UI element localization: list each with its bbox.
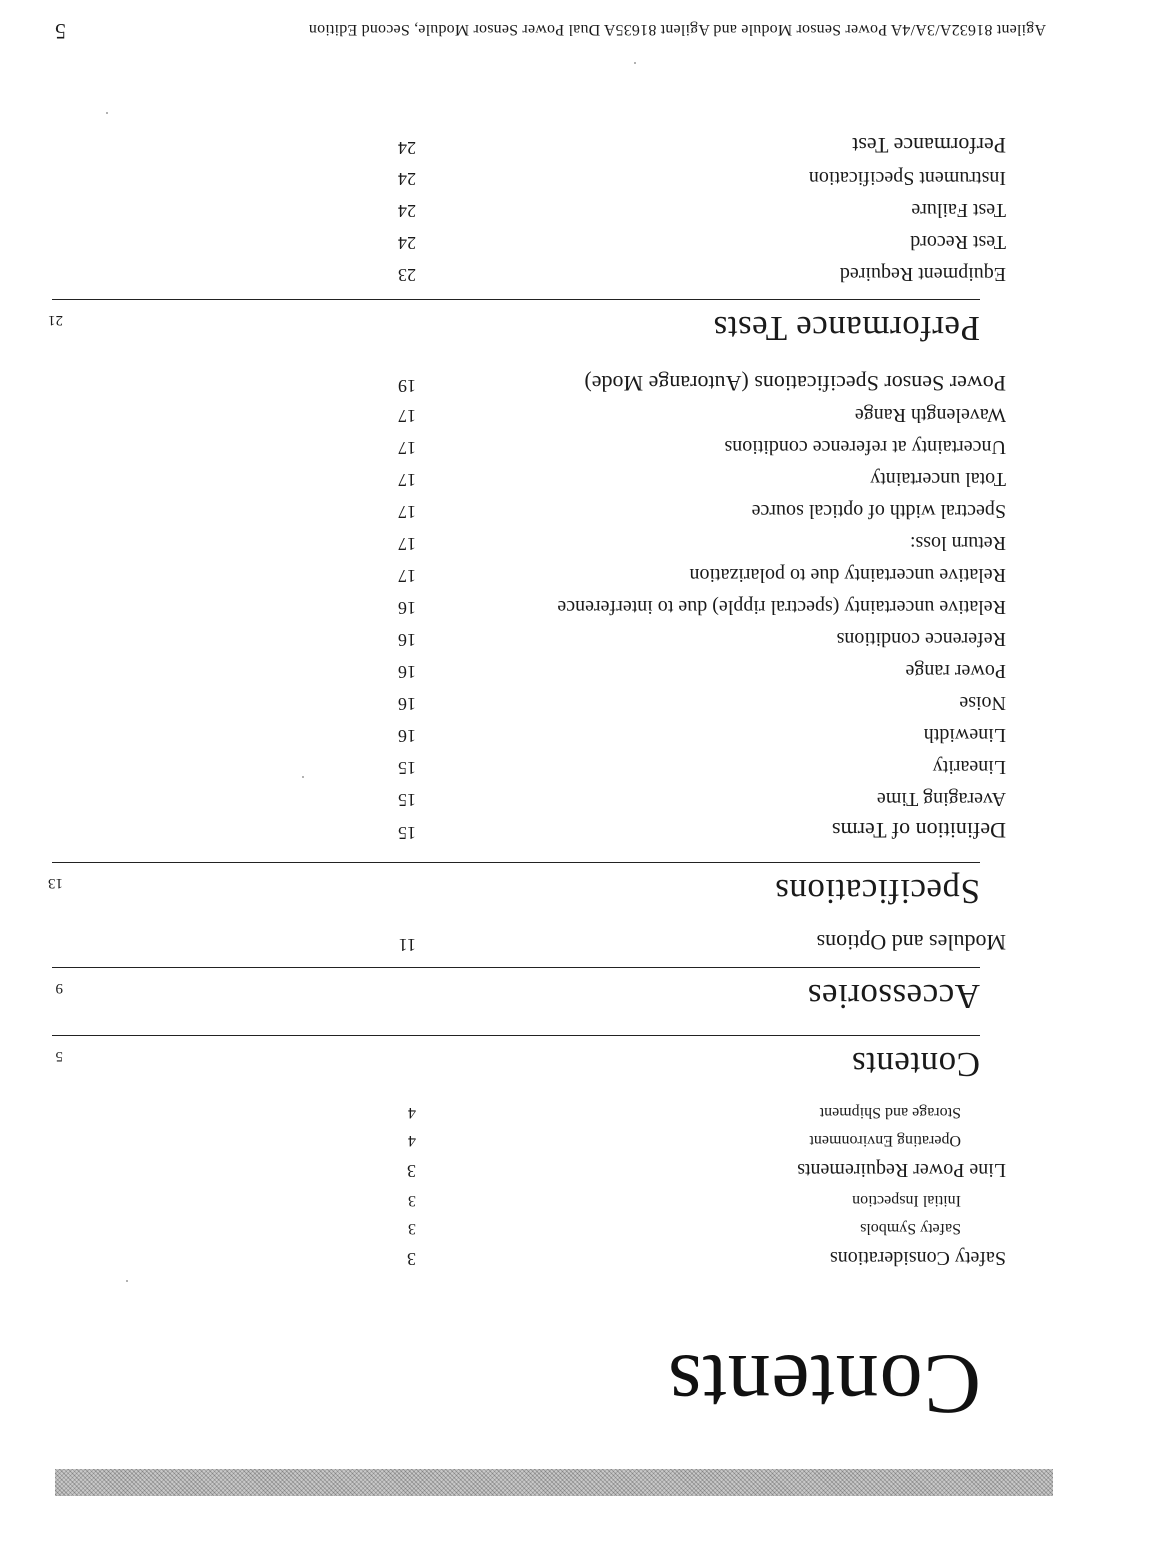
chapter-title-accessories[interactable]: Accessories <box>807 977 980 1016</box>
toc-entry-page: 4 <box>408 1104 416 1121</box>
toc-entry-page: 16 <box>398 726 416 746</box>
chapter-page-number: 13 <box>48 875 63 891</box>
chapter-divider <box>52 967 980 968</box>
toc-entry-page: 17 <box>398 534 416 554</box>
chapter-title-contents[interactable]: Contents <box>851 1045 980 1084</box>
toc-entry[interactable] <box>0 925 1176 955</box>
chapter-title-specifications[interactable]: Specifications <box>774 872 980 911</box>
chapter-page-number: 9 <box>55 980 63 996</box>
toc-entry-page: 17 <box>398 470 416 490</box>
chapter-page-number: 21 <box>48 312 63 328</box>
toc-entry[interactable] <box>0 716 1176 746</box>
toc-entry-page: 4 <box>408 1132 416 1149</box>
toc-entry[interactable] <box>0 223 1176 253</box>
page-title: Contents <box>667 1337 981 1433</box>
chapter-divider <box>52 862 980 863</box>
toc-entry-label: Relative uncertainty due to polarization <box>689 564 1006 586</box>
toc-entry[interactable] <box>0 460 1176 490</box>
toc-entry-label: Safety Considerations <box>829 1247 1006 1269</box>
toc-entry-page: 15 <box>398 790 416 810</box>
toc-entry-label: Relative uncertainty (spectral ripple) due to interference <box>557 596 1006 618</box>
toc-entry[interactable] <box>0 255 1176 285</box>
toc-entry-page: 15 <box>398 758 416 778</box>
toc-entry-page: 16 <box>398 694 416 714</box>
toc-entry[interactable] <box>0 620 1176 650</box>
toc-entry-page: 3 <box>407 1161 416 1181</box>
toc-entry-label: Instrument Specification <box>808 167 1006 189</box>
toc-entry-label: Power Sensor Specifications (Autorange Mode) <box>584 371 1006 396</box>
toc-entry[interactable] <box>0 191 1176 221</box>
footer-document-title: Agilent 81632A/3A/4A Power Sensor Module and Agilent 81635A Dual Power Sensor Module, Second Edition <box>308 21 1046 38</box>
toc-entry[interactable] <box>0 524 1176 554</box>
toc-entry[interactable] <box>0 1091 1176 1121</box>
toc-entry-page: 11 <box>398 935 416 955</box>
toc-entry[interactable] <box>0 813 1176 843</box>
toc-entry-label: Return loss: <box>909 532 1006 554</box>
toc-entry-label: Equipment Required <box>839 263 1006 285</box>
toc-entry-label: Averaging Time <box>876 788 1006 810</box>
toc-entry[interactable] <box>0 366 1176 396</box>
toc-entry-label: Definition of Terms <box>831 818 1006 843</box>
toc-entry[interactable] <box>0 1151 1176 1181</box>
scan-speck <box>106 112 108 114</box>
toc-entry[interactable] <box>0 652 1176 682</box>
toc-entry[interactable] <box>0 748 1176 778</box>
toc-entry-label: Reference conditions <box>836 628 1006 650</box>
toc-entry-page: 17 <box>398 502 416 522</box>
toc-entry[interactable] <box>0 1239 1176 1269</box>
toc-entry-page: 3 <box>408 1220 416 1237</box>
toc-entry-page: 15 <box>398 823 416 843</box>
toc-entry[interactable] <box>0 684 1176 714</box>
toc-entry[interactable] <box>0 159 1176 189</box>
toc-entry-label: Noise <box>959 692 1006 714</box>
toc-entry-label: Storage and Shipment <box>819 1104 961 1121</box>
page-footer <box>0 8 1176 44</box>
scan-speck <box>302 776 304 778</box>
toc-entry-page: 16 <box>398 662 416 682</box>
toc-entry-label: Initial Inspection <box>852 1192 961 1209</box>
toc-entry-label: Test Record <box>910 231 1006 253</box>
toc-entry[interactable] <box>0 780 1176 810</box>
toc-entry[interactable] <box>0 396 1176 426</box>
toc-entry-label: Power range <box>905 660 1006 682</box>
toc-entry-label: Safety Symbols <box>860 1220 961 1237</box>
toc-entry-label: Spectral width of optical source <box>751 500 1006 522</box>
toc-entry[interactable] <box>0 428 1176 458</box>
toc-entry-label: Line Power Requirements <box>797 1159 1006 1181</box>
toc-entry[interactable] <box>0 1179 1176 1209</box>
toc-entry-label: Wavelength Range <box>854 404 1006 426</box>
toc-entry[interactable] <box>0 492 1176 522</box>
toc-entry[interactable] <box>0 556 1176 586</box>
toc-entry-page: 17 <box>398 566 416 586</box>
toc-entry-label: Uncertainty at reference conditions <box>724 436 1006 458</box>
toc-entry-page: 19 <box>398 376 416 396</box>
toc-entry-label: Total uncertainty <box>870 468 1006 490</box>
scan-speck <box>634 62 636 64</box>
toc-entry[interactable] <box>0 588 1176 618</box>
toc-entry-page: 3 <box>408 1192 416 1209</box>
toc-entry-label: Test Failure <box>911 199 1006 221</box>
scan-speck <box>126 1280 128 1282</box>
chapter-divider <box>52 1035 980 1036</box>
toc-entry-page: 24 <box>398 169 416 189</box>
toc-entry-label: Modules and Options <box>816 930 1006 955</box>
toc-entry-page: 24 <box>398 201 416 221</box>
toc-entry[interactable] <box>0 128 1176 158</box>
footer-page-number: 5 <box>55 19 66 44</box>
toc-entry-label: Linewidth <box>923 724 1006 746</box>
chapter-divider <box>52 299 980 300</box>
chapter-title-performance-tests[interactable]: Performance Tests <box>713 309 980 348</box>
toc-entry-page: 23 <box>398 265 416 285</box>
toc-entry-label: Performance Test <box>852 133 1006 158</box>
decorative-hatched-bar <box>55 1469 1053 1496</box>
toc-entry-page: 17 <box>398 406 416 426</box>
toc-entry[interactable] <box>0 1207 1176 1237</box>
toc-entry-page: 3 <box>407 1249 416 1269</box>
toc-entry-page: 24 <box>398 138 416 158</box>
toc-entry-page: 16 <box>398 630 416 650</box>
chapter-page-number: 5 <box>55 1048 63 1064</box>
toc-entry-page: 24 <box>398 233 416 253</box>
toc-entry-page: 17 <box>398 438 416 458</box>
toc-entry-page: 16 <box>398 598 416 618</box>
toc-entry-label: Operating Environment <box>809 1132 961 1149</box>
toc-entry-label: Linearity <box>932 756 1006 778</box>
toc-entry[interactable] <box>0 1119 1176 1149</box>
